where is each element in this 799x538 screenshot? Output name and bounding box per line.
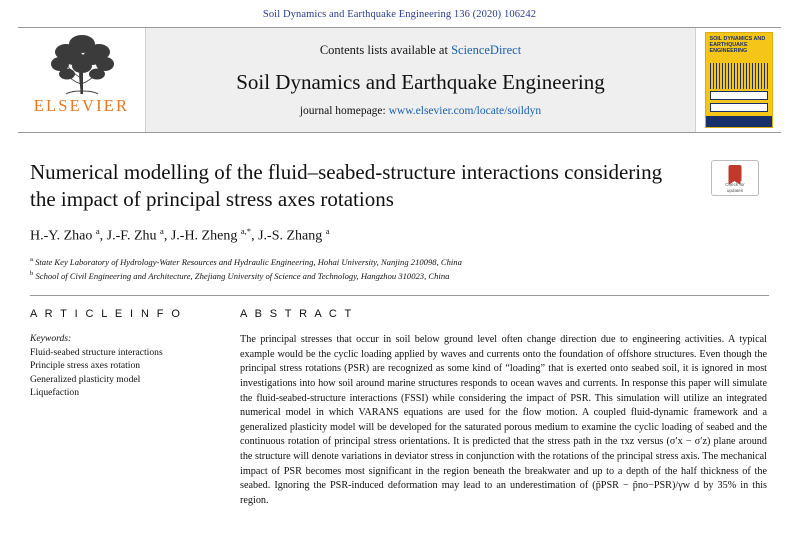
journal-homepage-line bbox=[300, 105, 541, 117]
homepage-prefix: journal homepage: bbox=[299, 105, 389, 117]
journal-homepage-link[interactable]: www.elsevier.com/locate/soildyn bbox=[388, 105, 542, 117]
journal-title: Soil Dynamics and Earthquake Engineering bbox=[236, 70, 605, 94]
section-divider bbox=[30, 295, 769, 296]
cover-footer-band bbox=[706, 116, 772, 127]
keyword-item: Principle stress axes rotation bbox=[30, 360, 141, 372]
publisher-logo bbox=[18, 28, 146, 132]
sciencedirect-link[interactable]: ScienceDirect bbox=[451, 43, 522, 57]
contents-available-line bbox=[320, 43, 521, 58]
elsevier-tree-icon bbox=[36, 32, 128, 98]
check-for-updates-box[interactable] bbox=[711, 160, 759, 196]
cfu-line-2: updates bbox=[726, 187, 744, 193]
keywords-label: Keywords: bbox=[30, 333, 72, 345]
keyword-item: Liquefaction bbox=[30, 386, 80, 398]
cover-bar-1 bbox=[710, 91, 768, 100]
article-title: Numerical modelling of the fluid–seabed-structure interactions considering the impact of principal stress axes rotations bbox=[30, 160, 663, 211]
abstract-text: The principal stresses that occur in soil below ground level often change direction due to engineering activities. A typical example would be the cyclic loading applied by waves and currents onto the foundation of offshore structures. Even though the principal stress rotations (PSR) are recognized as some kind of “loading” that is exerted onto seabed soil, it is ignored in most investigations into how soil around marine structures responds to ocean waves and currents. In response this paper will simulate the fluid-seabed-structure interactions (FSSI) while considering the impact of PSR. This simulation will utilize an integrated numerical model in which VARANS equations are used for the flow motion. A coupled fluid-dynamic framework and a generalized plasticity model will be developed for the saturated porous medium to examine the cyclic loading of seabed and the continuous rotation of principal stress orientations. It is predicted that the stress path in the τxz versus (σ′x − σ′z) plane around the structure will denote variations in deviator stress in conjunction with the rotations of the principal stress axis. The mechanical impact of PSR becomes most significant in the region beneath the breakwater and up to a depth of the half thickness of the seabed. Ignoring the PSR-induced deformation may lead to an underestimation of (p̃PSR − p̃no−PSR)/γw d by 35% in this region. bbox=[240, 334, 767, 506]
article-info-column bbox=[30, 308, 216, 508]
journal-cover-thumbnail bbox=[695, 28, 781, 132]
check-for-updates-caption bbox=[712, 182, 758, 193]
affiliation-b-text: School of Civil Engineering and Architecture, Zhejiang University of Science and Technology, Hangzhou 310023, China bbox=[35, 270, 450, 281]
masthead-center bbox=[146, 28, 695, 132]
abstract-heading: A B S T R A C T bbox=[240, 308, 354, 321]
abstract-column bbox=[240, 308, 767, 508]
affiliation-b: $^b$ School of Civil Engineering and Architecture, Zhejiang University of Science and Technology, Hangzhou 310023, China bbox=[30, 269, 450, 281]
crossmark-icon bbox=[729, 165, 742, 181]
author-list: H.-Y. Zhao $^a$, J.-F. Zhu $^a$, J.-H. Zheng $^{a,*}$, J.-S. Zhang $^a$ bbox=[30, 226, 330, 244]
article-info-heading: A R T I C L E I N F O bbox=[30, 308, 183, 321]
keyword-item: Fluid-seabed structure interactions bbox=[30, 347, 163, 359]
cover-bar-2 bbox=[710, 103, 768, 112]
check-for-updates-badge[interactable] bbox=[709, 160, 761, 196]
keywords-list bbox=[30, 346, 216, 399]
elsevier-wordmark: ELSEVIER bbox=[33, 96, 130, 115]
affiliation-a-text: State Key Laboratory of Hydrology-Water Resources and Hydraulic Engineering, Hohai University, Nanjing 210098, China bbox=[35, 256, 462, 267]
title-block bbox=[30, 159, 761, 282]
affiliation-a: $^a$ State Key Laboratory of Hydrology-Water Resources and Hydraulic Engineering, Hohai University, Nanjing 210098, China bbox=[30, 255, 462, 267]
cover-waveform-graphic bbox=[710, 63, 768, 89]
journal-cover-image bbox=[705, 32, 773, 128]
affiliations bbox=[30, 254, 761, 283]
keyword-item: Generalized plasticity model bbox=[30, 373, 141, 385]
paper-body bbox=[30, 308, 767, 508]
contents-prefix: Contents lists available at bbox=[319, 43, 452, 57]
journal-masthead bbox=[18, 27, 781, 133]
running-head: Soil Dynamics and Earthquake Engineering 136 (2020) 106242 bbox=[262, 9, 537, 20]
cfu-line-1: Check for bbox=[725, 182, 745, 188]
cover-title-text: SOIL DYNAMICS AND EARTHQUAKE ENGINEERING bbox=[709, 36, 766, 55]
